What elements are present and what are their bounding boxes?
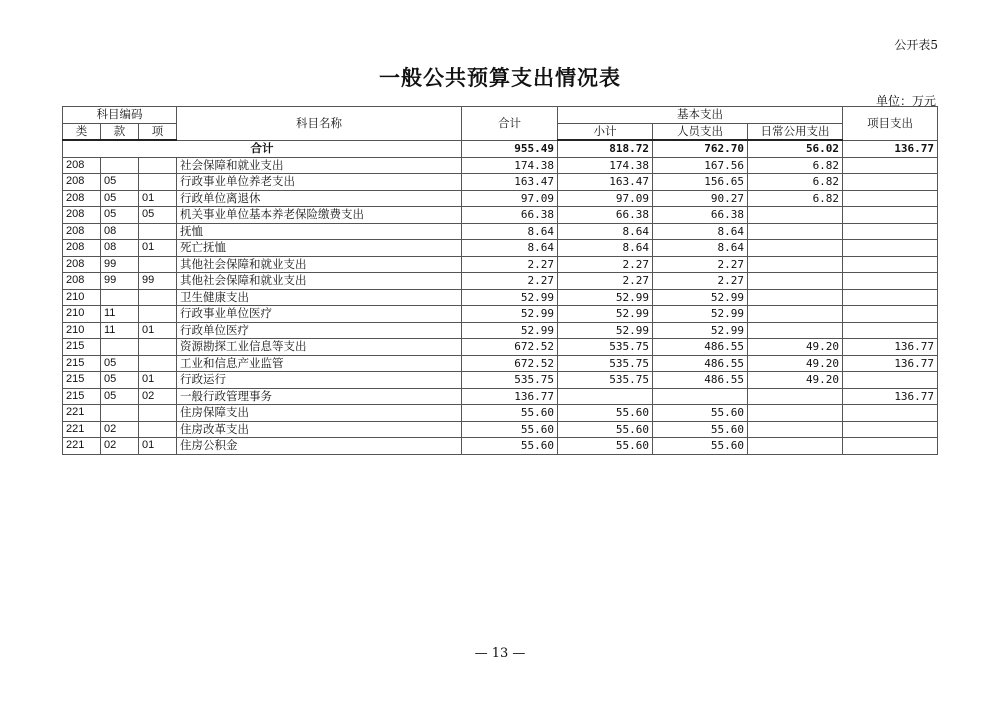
cell-item: 02	[139, 388, 177, 405]
cell-section	[101, 405, 139, 422]
cell-subtotal: 52.99	[558, 289, 653, 306]
cell-project	[843, 438, 938, 455]
cell-project	[843, 405, 938, 422]
cell-item	[139, 339, 177, 356]
header-subtotal: 小计	[558, 123, 653, 140]
table-row	[63, 405, 938, 422]
cell-section: 08	[101, 240, 139, 257]
cell-subtotal: 2.27	[558, 256, 653, 273]
cell-class: 215	[63, 339, 101, 356]
cell-section: 02	[101, 438, 139, 455]
cell-personnel: 52.99	[653, 322, 748, 339]
cell-total: 8.64	[462, 240, 558, 257]
cell-name: 行政运行	[177, 372, 462, 389]
cell-subtotal: 535.75	[558, 372, 653, 389]
header-personnel: 人员支出	[653, 123, 748, 140]
cell-project	[843, 289, 938, 306]
cell-total: 8.64	[462, 223, 558, 240]
cell-class: 208	[63, 223, 101, 240]
cell-name: 机关事业单位基本养老保险缴费支出	[177, 207, 462, 224]
cell-project	[843, 223, 938, 240]
cell-total: 2.27	[462, 256, 558, 273]
cell-total: 672.52	[462, 339, 558, 356]
header-class: 类	[63, 123, 101, 140]
cell-personnel: 486.55	[653, 339, 748, 356]
cell-class: 208	[63, 190, 101, 207]
cell-total: 66.38	[462, 207, 558, 224]
cell-public	[748, 421, 843, 438]
header-total: 合计	[462, 107, 558, 141]
cell-section: 05	[101, 190, 139, 207]
total-subtotal: 818.72	[558, 140, 653, 157]
total-personnel: 762.70	[653, 140, 748, 157]
cell-class: 210	[63, 289, 101, 306]
cell-personnel: 156.65	[653, 174, 748, 191]
table-row	[63, 223, 938, 240]
cell-item: 01	[139, 240, 177, 257]
cell-subtotal: 8.64	[558, 240, 653, 257]
cell-total: 97.09	[462, 190, 558, 207]
header-name: 科目名称	[177, 107, 462, 141]
cell-project: 136.77	[843, 388, 938, 405]
cell-section: 99	[101, 273, 139, 290]
cell-personnel: 8.64	[653, 240, 748, 257]
cell-subtotal: 535.75	[558, 339, 653, 356]
table-row	[63, 289, 938, 306]
cell-total: 163.47	[462, 174, 558, 191]
cell-section: 11	[101, 306, 139, 323]
cell-name: 住房改革支出	[177, 421, 462, 438]
cell-name: 其他社会保障和就业支出	[177, 256, 462, 273]
cell-item	[139, 157, 177, 174]
header-project: 项目支出	[843, 107, 938, 141]
cell-total: 535.75	[462, 372, 558, 389]
cell-public	[748, 289, 843, 306]
cell-total: 174.38	[462, 157, 558, 174]
cell-personnel: 90.27	[653, 190, 748, 207]
page-tag: 公开表5	[894, 38, 938, 52]
cell-name: 住房公积金	[177, 438, 462, 455]
cell-name: 行政事业单位养老支出	[177, 174, 462, 191]
header-section: 款	[101, 123, 139, 140]
cell-class: 215	[63, 372, 101, 389]
cell-subtotal: 55.60	[558, 438, 653, 455]
cell-subtotal: 55.60	[558, 421, 653, 438]
table-row	[63, 438, 938, 455]
header-public: 日常公用支出	[748, 123, 843, 140]
cell-total: 52.99	[462, 289, 558, 306]
total-label: 合计	[63, 140, 462, 157]
cell-name: 行政单位离退休	[177, 190, 462, 207]
cell-name: 住房保障支出	[177, 405, 462, 422]
cell-name: 工业和信息产业监管	[177, 355, 462, 372]
cell-item: 01	[139, 372, 177, 389]
cell-item: 01	[139, 190, 177, 207]
header-item: 项	[139, 123, 177, 140]
budget-table	[62, 106, 938, 455]
cell-subtotal: 52.99	[558, 306, 653, 323]
cell-project	[843, 306, 938, 323]
table-row	[63, 355, 938, 372]
cell-item	[139, 355, 177, 372]
page-title: 一般公共预算支出情况表	[379, 65, 621, 90]
cell-item	[139, 421, 177, 438]
cell-subtotal: 97.09	[558, 190, 653, 207]
cell-public: 6.82	[748, 190, 843, 207]
cell-name: 其他社会保障和就业支出	[177, 273, 462, 290]
cell-personnel: 8.64	[653, 223, 748, 240]
cell-public	[748, 256, 843, 273]
cell-class: 208	[63, 157, 101, 174]
cell-item	[139, 289, 177, 306]
header-row-1	[63, 107, 938, 124]
cell-class: 221	[63, 405, 101, 422]
cell-item: 01	[139, 322, 177, 339]
cell-section: 05	[101, 207, 139, 224]
cell-subtotal: 52.99	[558, 322, 653, 339]
cell-item: 05	[139, 207, 177, 224]
cell-subtotal: 163.47	[558, 174, 653, 191]
cell-project	[843, 322, 938, 339]
cell-public: 49.20	[748, 355, 843, 372]
table-row	[63, 339, 938, 356]
total-total: 955.49	[462, 140, 558, 157]
cell-public: 49.20	[748, 339, 843, 356]
cell-personnel: 52.99	[653, 289, 748, 306]
cell-project: 136.77	[843, 339, 938, 356]
cell-class: 221	[63, 438, 101, 455]
table-row	[63, 273, 938, 290]
cell-item	[139, 306, 177, 323]
cell-public: 49.20	[748, 372, 843, 389]
cell-subtotal: 55.60	[558, 405, 653, 422]
cell-subtotal: 535.75	[558, 355, 653, 372]
unit-label: 单位：万元	[875, 94, 936, 108]
cell-total: 52.99	[462, 306, 558, 323]
cell-project	[843, 273, 938, 290]
header-basic-group: 基本支出	[558, 107, 843, 124]
cell-project	[843, 372, 938, 389]
cell-item	[139, 256, 177, 273]
cell-name: 抚恤	[177, 223, 462, 240]
cell-public	[748, 322, 843, 339]
cell-project	[843, 207, 938, 224]
cell-subtotal: 66.38	[558, 207, 653, 224]
table-row	[63, 157, 938, 174]
cell-section	[101, 157, 139, 174]
cell-personnel: 486.55	[653, 355, 748, 372]
cell-class: 210	[63, 322, 101, 339]
cell-item	[139, 174, 177, 191]
cell-total: 52.99	[462, 322, 558, 339]
cell-public	[748, 207, 843, 224]
cell-class: 208	[63, 256, 101, 273]
cell-project	[843, 157, 938, 174]
cell-subtotal: 174.38	[558, 157, 653, 174]
cell-class: 208	[63, 273, 101, 290]
cell-project	[843, 256, 938, 273]
cell-section: 99	[101, 256, 139, 273]
cell-personnel: 66.38	[653, 207, 748, 224]
cell-class: 215	[63, 388, 101, 405]
table-row	[63, 421, 938, 438]
table-row	[63, 388, 938, 405]
cell-class: 208	[63, 207, 101, 224]
cell-public	[748, 306, 843, 323]
cell-total: 55.60	[462, 421, 558, 438]
cell-public	[748, 273, 843, 290]
cell-section: 05	[101, 174, 139, 191]
cell-section	[101, 339, 139, 356]
cell-section: 02	[101, 421, 139, 438]
cell-public: 6.82	[748, 174, 843, 191]
cell-class: 208	[63, 240, 101, 257]
table-row	[63, 207, 938, 224]
cell-subtotal: 2.27	[558, 273, 653, 290]
cell-personnel: 52.99	[653, 306, 748, 323]
cell-personnel: 55.60	[653, 405, 748, 422]
cell-personnel: 2.27	[653, 273, 748, 290]
total-public: 56.02	[748, 140, 843, 157]
cell-class: 221	[63, 421, 101, 438]
cell-section	[101, 289, 139, 306]
cell-project	[843, 421, 938, 438]
cell-class: 210	[63, 306, 101, 323]
cell-name: 一般行政管理事务	[177, 388, 462, 405]
table-row	[63, 240, 938, 257]
table-row	[63, 322, 938, 339]
cell-total: 55.60	[462, 405, 558, 422]
cell-subtotal: 8.64	[558, 223, 653, 240]
cell-total: 2.27	[462, 273, 558, 290]
cell-subtotal	[558, 388, 653, 405]
cell-project	[843, 174, 938, 191]
cell-name: 行政事业单位医疗	[177, 306, 462, 323]
cell-section: 08	[101, 223, 139, 240]
cell-personnel: 486.55	[653, 372, 748, 389]
cell-public: 6.82	[748, 157, 843, 174]
cell-personnel: 167.56	[653, 157, 748, 174]
cell-item: 99	[139, 273, 177, 290]
cell-project	[843, 240, 938, 257]
cell-personnel: 55.60	[653, 421, 748, 438]
cell-project: 136.77	[843, 355, 938, 372]
cell-name: 社会保障和就业支出	[177, 157, 462, 174]
cell-name: 资源勘探工业信息等支出	[177, 339, 462, 356]
cell-section: 05	[101, 388, 139, 405]
table-row	[63, 372, 938, 389]
cell-personnel: 2.27	[653, 256, 748, 273]
total-project: 136.77	[843, 140, 938, 157]
cell-public	[748, 405, 843, 422]
cell-public	[748, 240, 843, 257]
cell-section: 05	[101, 372, 139, 389]
table-row	[63, 190, 938, 207]
cell-section: 05	[101, 355, 139, 372]
cell-personnel: 55.60	[653, 438, 748, 455]
total-row	[63, 140, 938, 157]
header-code-group: 科目编码	[63, 107, 177, 124]
table-row	[63, 256, 938, 273]
cell-item	[139, 405, 177, 422]
table-row	[63, 174, 938, 191]
cell-section: 11	[101, 322, 139, 339]
cell-public	[748, 223, 843, 240]
cell-name: 死亡抚恤	[177, 240, 462, 257]
cell-class: 215	[63, 355, 101, 372]
cell-total: 672.52	[462, 355, 558, 372]
cell-class: 208	[63, 174, 101, 191]
page-number: — 13 —	[474, 646, 526, 661]
cell-personnel	[653, 388, 748, 405]
cell-public	[748, 438, 843, 455]
cell-public	[748, 388, 843, 405]
cell-project	[843, 190, 938, 207]
cell-name: 卫生健康支出	[177, 289, 462, 306]
cell-item: 01	[139, 438, 177, 455]
table-row	[63, 306, 938, 323]
cell-item	[139, 223, 177, 240]
cell-total: 55.60	[462, 438, 558, 455]
cell-total: 136.77	[462, 388, 558, 405]
cell-name: 行政单位医疗	[177, 322, 462, 339]
